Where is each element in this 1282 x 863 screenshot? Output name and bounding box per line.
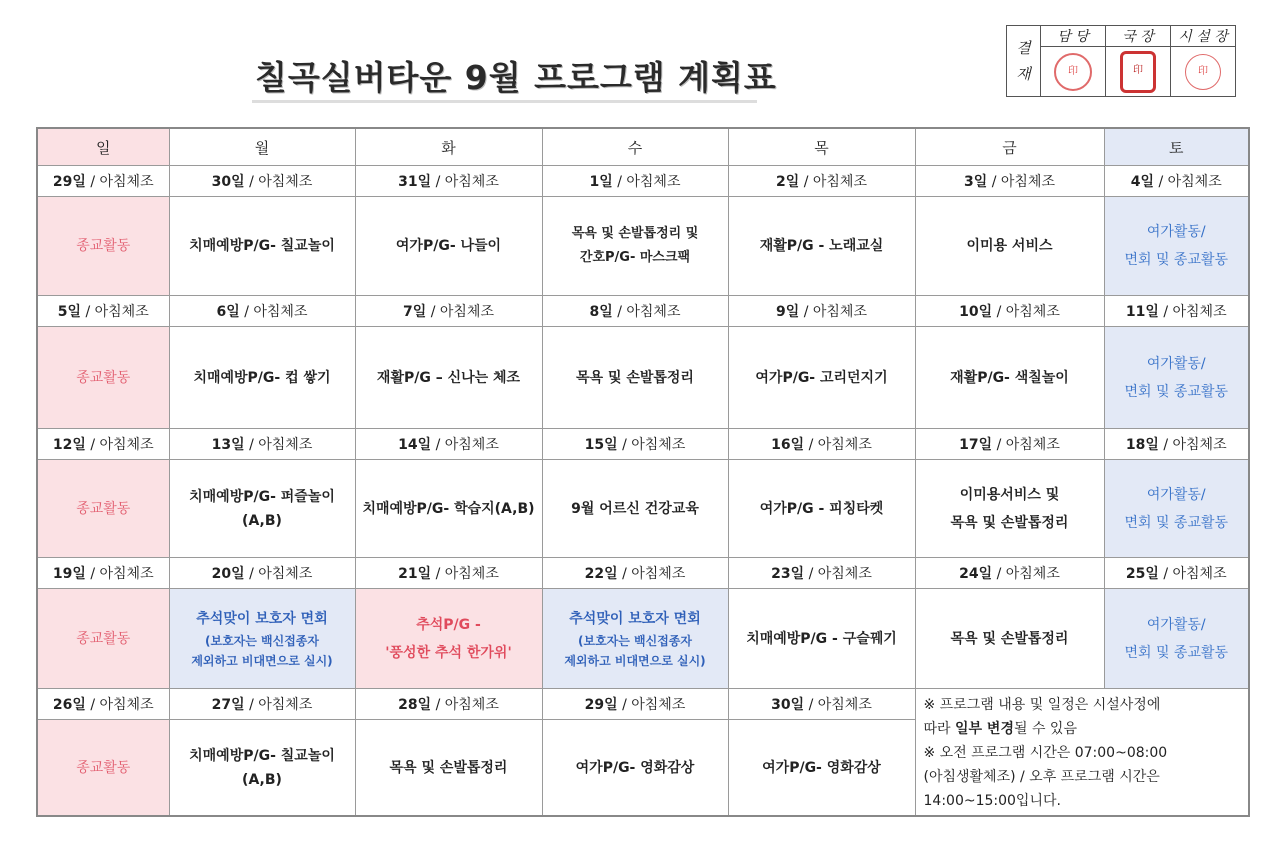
program-cell: 종교활동	[37, 460, 169, 558]
date-cell: 27일 / 아침체조	[169, 689, 355, 720]
weekday-thu: 목	[728, 128, 915, 166]
date-cell: 26일 / 아침체조	[37, 689, 169, 720]
weekday-sat: 토	[1104, 128, 1249, 166]
date-cell: 14일 / 아침체조	[355, 429, 542, 460]
approval-header-head: 시 설 장	[1171, 26, 1236, 47]
program-cell: 추석맞이 보호자 면회 (보호자는 백신접종자 제외하고 비대면으로 실시)	[169, 589, 355, 689]
notice-cell: ※ 프로그램 내용 및 일정은 시설사정에 따라 일부 변경될 수 있음 ※ 오전 프로그램 시간은 07:00~08:00 (아침생활체조) / 오후 프로그램 시간은 14:00~15:00입니다.	[915, 689, 1249, 817]
date-row	[37, 558, 1249, 589]
seal-icon: 印	[1120, 51, 1156, 93]
calendar-table	[36, 127, 1250, 817]
date-cell: 12일 / 아침체조	[37, 429, 169, 460]
date-cell: 25일 / 아침체조	[1104, 558, 1249, 589]
seal-icon: 印	[1054, 53, 1092, 91]
program-cell: 종교활동	[37, 327, 169, 429]
program-cell: 목욕 및 손발톱정리	[355, 720, 542, 817]
program-cell: 여가P/G- 영화감상	[728, 720, 915, 817]
weekday-sun: 일	[37, 128, 169, 166]
program-cell: 추석P/G - '풍성한 추석 한가위'	[355, 589, 542, 689]
date-row	[37, 429, 1249, 460]
weekday-wed: 수	[542, 128, 728, 166]
date-cell: 3일 / 아침체조	[915, 166, 1104, 197]
program-cell: 여가P/G- 나들이	[355, 197, 542, 296]
date-cell: 20일 / 아침체조	[169, 558, 355, 589]
program-cell: 여가P/G- 고리던지기	[728, 327, 915, 429]
date-cell: 29일 / 아침체조	[37, 166, 169, 197]
date-cell: 7일 / 아침체조	[355, 296, 542, 327]
program-cell: 이미용 서비스	[915, 197, 1104, 296]
program-cell: 이미용서비스 및 목욕 및 손발톱정리	[915, 460, 1104, 558]
date-cell: 23일 / 아침체조	[728, 558, 915, 589]
program-row	[37, 460, 1249, 558]
program-row	[37, 327, 1249, 429]
program-cell: 9월 어르신 건강교육	[542, 460, 728, 558]
program-cell: 치매예방P/G - 구슬꿰기	[728, 589, 915, 689]
title-underline	[252, 100, 757, 103]
date-cell: 13일 / 아침체조	[169, 429, 355, 460]
program-cell: 종교활동	[37, 589, 169, 689]
date-row	[37, 689, 1249, 720]
program-cell: 치매예방P/G- 칠교놀이(A,B)	[169, 720, 355, 817]
date-cell: 1일 / 아침체조	[542, 166, 728, 197]
date-cell: 18일 / 아침체조	[1104, 429, 1249, 460]
program-cell: 여가활동/ 면회 및 종교활동	[1104, 460, 1249, 558]
program-cell: 재활P/G- 색칠놀이	[915, 327, 1104, 429]
date-cell: 6일 / 아침체조	[169, 296, 355, 327]
program-cell: 목욕 및 손발톱정리	[542, 327, 728, 429]
program-cell: 여가P/G - 피칭타켓	[728, 460, 915, 558]
date-cell: 17일 / 아침체조	[915, 429, 1104, 460]
program-cell: 종교활동	[37, 197, 169, 296]
program-cell: 여가P/G- 영화감상	[542, 720, 728, 817]
date-cell: 30일 / 아침체조	[728, 689, 915, 720]
weekday-mon: 월	[169, 128, 355, 166]
approval-box	[1006, 25, 1236, 97]
program-row	[37, 589, 1249, 689]
approval-stamp-director	[1106, 47, 1171, 97]
program-cell: 재활P/G - 노래교실	[728, 197, 915, 296]
date-cell: 30일 / 아침체조	[169, 166, 355, 197]
approval-stamp-staff	[1041, 47, 1106, 97]
date-cell: 22일 / 아침체조	[542, 558, 728, 589]
date-row	[37, 166, 1249, 197]
page-title: 칠곡실버타운 9월 프로그램 계획표	[255, 58, 777, 97]
approval-header-director: 국 장	[1106, 26, 1171, 47]
program-cell: 치매예방P/G- 퍼즐놀이(A,B)	[169, 460, 355, 558]
weekday-header-row	[37, 128, 1249, 166]
date-row	[37, 296, 1249, 327]
date-cell: 28일 / 아침체조	[355, 689, 542, 720]
program-cell: 여가활동/ 면회 및 종교활동	[1104, 197, 1249, 296]
date-cell: 29일 / 아침체조	[542, 689, 728, 720]
date-cell: 24일 / 아침체조	[915, 558, 1104, 589]
date-cell: 5일 / 아침체조	[37, 296, 169, 327]
weekday-tue: 화	[355, 128, 542, 166]
program-cell: 치매예방P/G- 칠교놀이	[169, 197, 355, 296]
approval-header-staff: 담 당	[1041, 26, 1106, 47]
date-cell: 19일 / 아침체조	[37, 558, 169, 589]
date-cell: 10일 / 아침체조	[915, 296, 1104, 327]
program-cell: 종교활동	[37, 720, 169, 817]
date-cell: 31일 / 아침체조	[355, 166, 542, 197]
program-cell: 여가활동/ 면회 및 종교활동	[1104, 589, 1249, 689]
date-cell: 21일 / 아침체조	[355, 558, 542, 589]
program-cell: 목욕 및 손발톱정리 및 간호P/G- 마스크팩	[542, 197, 728, 296]
date-cell: 2일 / 아침체조	[728, 166, 915, 197]
approval-side-label: 결 재	[1007, 26, 1041, 97]
date-cell: 9일 / 아침체조	[728, 296, 915, 327]
program-cell: 목욕 및 손발톱정리	[915, 589, 1104, 689]
program-cell: 재활P/G – 신나는 체조	[355, 327, 542, 429]
date-cell: 11일 / 아침체조	[1104, 296, 1249, 327]
program-cell: 치매예방P/G- 학습지(A,B)	[355, 460, 542, 558]
seal-icon: 印	[1185, 54, 1221, 90]
date-cell: 4일 / 아침체조	[1104, 166, 1249, 197]
program-row	[37, 197, 1249, 296]
program-cell: 치매예방P/G- 컵 쌓기	[169, 327, 355, 429]
approval-stamp-head	[1171, 47, 1236, 97]
date-cell: 15일 / 아침체조	[542, 429, 728, 460]
program-cell: 여가활동/ 면회 및 종교활동	[1104, 327, 1249, 429]
date-cell: 8일 / 아침체조	[542, 296, 728, 327]
date-cell: 16일 / 아침체조	[728, 429, 915, 460]
program-cell: 추석맞이 보호자 면회 (보호자는 백신접종자 제외하고 비대면으로 실시)	[542, 589, 728, 689]
weekday-fri: 금	[915, 128, 1104, 166]
